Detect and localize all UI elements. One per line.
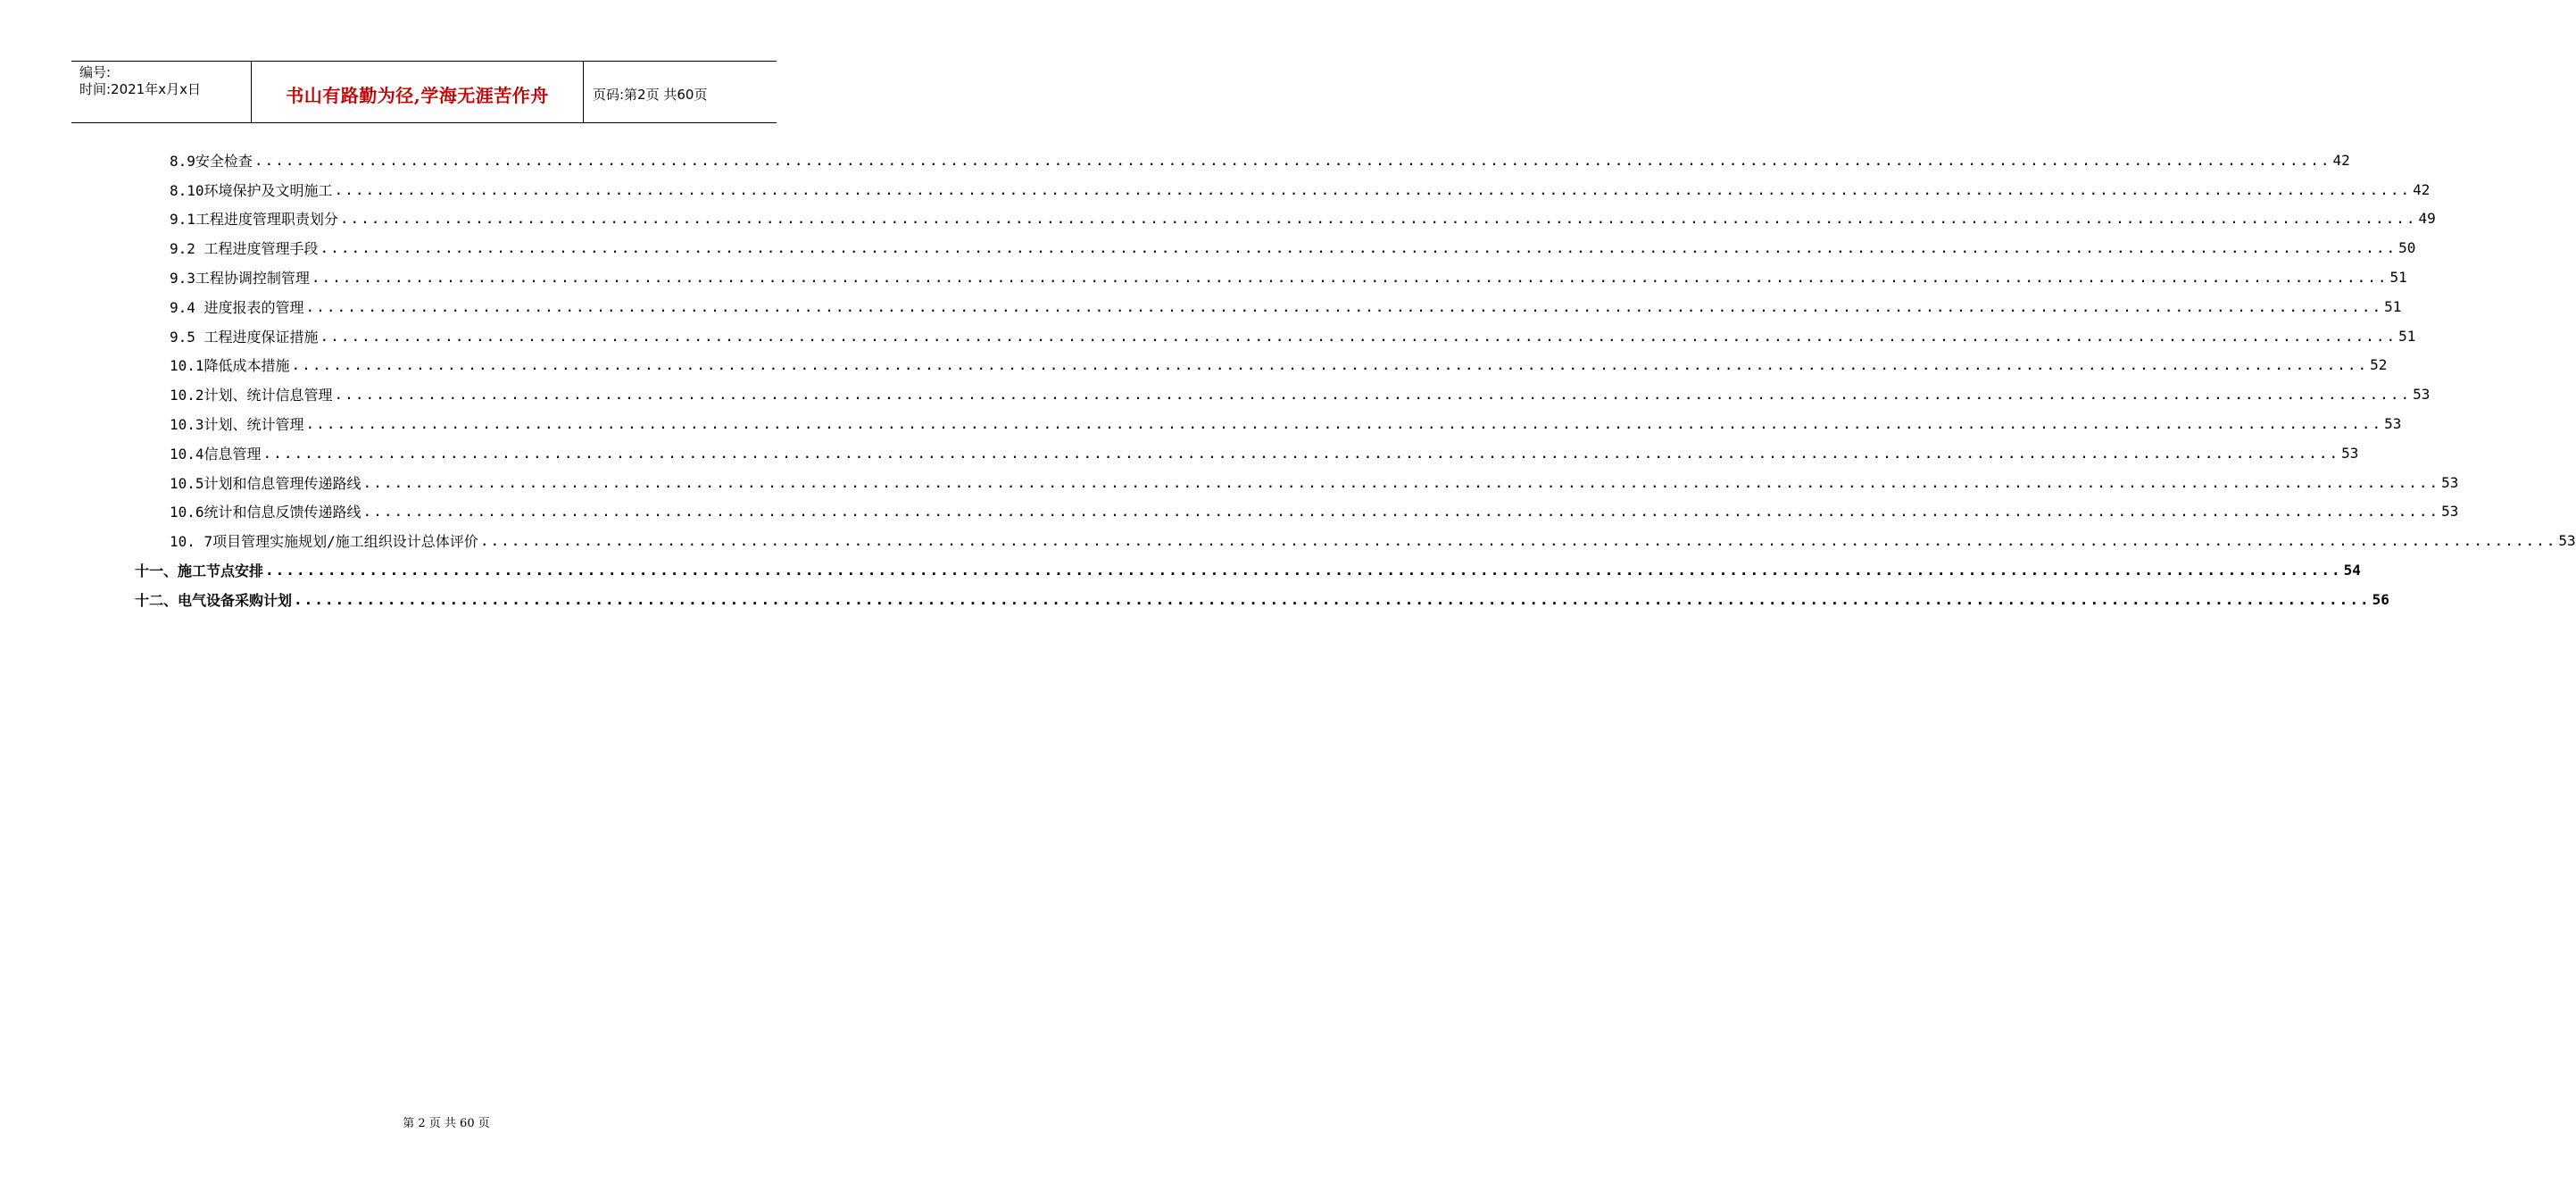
toc-entry[interactable] <box>0 175 2431 204</box>
toc-entry-page-number: 53 <box>2441 503 2459 521</box>
document-date-label: 时间:2021年x月x日 <box>79 81 201 97</box>
table-of-contents <box>0 146 2576 614</box>
toc-dot-leader: ........................................................................................................................................................................................................ <box>334 180 2412 198</box>
toc-entry-title: 9.3工程协调控制管理 <box>170 270 310 288</box>
toc-entry-page-number: 50 <box>2398 239 2416 257</box>
toc-entry-title: 9.5 工程进度保证措施 <box>170 328 319 346</box>
toc-entry-title: 9.4 进度报表的管理 <box>170 298 304 316</box>
toc-dot-leader: ........................................................................................................................................................................................................ <box>311 269 2389 287</box>
toc-entry[interactable] <box>0 146 2350 175</box>
toc-entry[interactable] <box>0 262 2407 292</box>
toc-entry-page-number: 53 <box>2384 415 2402 433</box>
toc-dot-leader: ........................................................................................................................................................................................................ <box>305 415 2383 433</box>
toc-entry[interactable] <box>0 409 2402 438</box>
toc-entry-title: 十一、施工节点安排 <box>135 562 264 580</box>
page-footer: 第 2 页 共 60 页 <box>403 1117 490 1130</box>
toc-dot-leader: ........................................................................................................................................................................................................ <box>334 386 2412 404</box>
toc-entry-title: 10.3计划、统计管理 <box>170 416 304 434</box>
toc-dot-leader: ........................................................................................................................................................................................................ <box>305 297 2383 315</box>
toc-entry-title: 9.1工程进度管理职责划分 <box>170 211 338 229</box>
toc-entry-title: 8.10环境保护及文明施工 <box>170 181 333 199</box>
toc-entry-page-number: 53 <box>2341 444 2359 462</box>
toc-dot-leader: ........................................................................................................................................................................................................ <box>320 327 2397 345</box>
toc-entry-page-number: 51 <box>2384 297 2402 315</box>
toc-entry-page-number: 51 <box>2398 327 2416 345</box>
document-number-label: 编号: <box>79 64 112 80</box>
header-page-info-cell <box>584 62 777 122</box>
toc-entry[interactable] <box>0 468 2459 497</box>
toc-entry-title: 10. 7项目管理实施规划/施工组织设计总体评价 <box>170 533 478 551</box>
toc-entry-title: 10.2计划、统计信息管理 <box>170 387 333 404</box>
toc-entry[interactable] <box>0 438 2359 468</box>
toc-entry[interactable] <box>0 555 2361 585</box>
toc-dot-leader: ........................................................................................................................................................................................................ <box>253 151 2331 169</box>
toc-entry[interactable] <box>0 497 2459 527</box>
header-meta <box>71 62 252 122</box>
toc-dot-leader: ........................................................................................................................................................................................................ <box>294 590 2371 608</box>
toc-dot-leader: ........................................................................................................................................................................................................ <box>362 503 2440 521</box>
toc-entry-title: 9.2 工程进度管理手段 <box>170 240 319 258</box>
toc-dot-leader: ........................................................................................................................................................................................................ <box>262 444 2340 462</box>
toc-entry-title: 10.4信息管理 <box>170 445 262 462</box>
toc-entry[interactable] <box>0 292 2402 321</box>
toc-entry[interactable] <box>0 526 2576 555</box>
header-motto: 书山有路勤为径,学海无涯苦作舟 <box>286 84 549 106</box>
toc-entry-page-number: 53 <box>2558 532 2576 550</box>
toc-dot-leader: ........................................................................................................................................................................................................ <box>339 210 2417 228</box>
toc-dot-leader: ........................................................................................................................................................................................................ <box>265 562 2342 579</box>
toc-entry-page-number: 49 <box>2418 210 2436 228</box>
page-header <box>71 61 777 123</box>
header-page-info: 页码:第2页 共60页 <box>593 86 708 103</box>
toc-entry[interactable] <box>0 585 2389 614</box>
toc-entry-page-number: 51 <box>2389 269 2407 287</box>
toc-entry-page-number: 42 <box>2413 180 2431 198</box>
toc-dot-leader: ........................................................................................................................................................................................................ <box>320 239 2397 257</box>
header-motto-cell <box>252 62 584 122</box>
toc-entry[interactable] <box>0 351 2388 380</box>
toc-entry[interactable] <box>0 204 2436 234</box>
toc-entry-page-number: 56 <box>2372 590 2389 608</box>
toc-entry-title: 10.5计划和信息管理传递路线 <box>170 474 361 492</box>
toc-entry-title: 10.6统计和信息反馈传递路线 <box>170 504 361 521</box>
toc-entry-title: 十二、电气设备采购计划 <box>135 591 293 609</box>
toc-dot-leader: ........................................................................................................................................................................................................ <box>291 356 2369 374</box>
toc-entry[interactable] <box>0 321 2416 351</box>
toc-entry-page-number: 53 <box>2441 473 2459 491</box>
toc-entry-page-number: 54 <box>2343 562 2361 579</box>
toc-dot-leader: ........................................................................................................................................................................................................ <box>479 532 2557 550</box>
toc-entry-title: 10.1降低成本措施 <box>170 357 290 375</box>
toc-entry[interactable] <box>0 379 2431 409</box>
toc-entry-page-number: 42 <box>2332 151 2350 169</box>
toc-entry-page-number: 52 <box>2370 356 2388 374</box>
toc-entry-page-number: 53 <box>2413 386 2431 404</box>
toc-entry[interactable] <box>0 233 2416 262</box>
toc-entry-title: 8.9安全检查 <box>170 152 253 170</box>
toc-dot-leader: ........................................................................................................................................................................................................ <box>362 473 2440 491</box>
